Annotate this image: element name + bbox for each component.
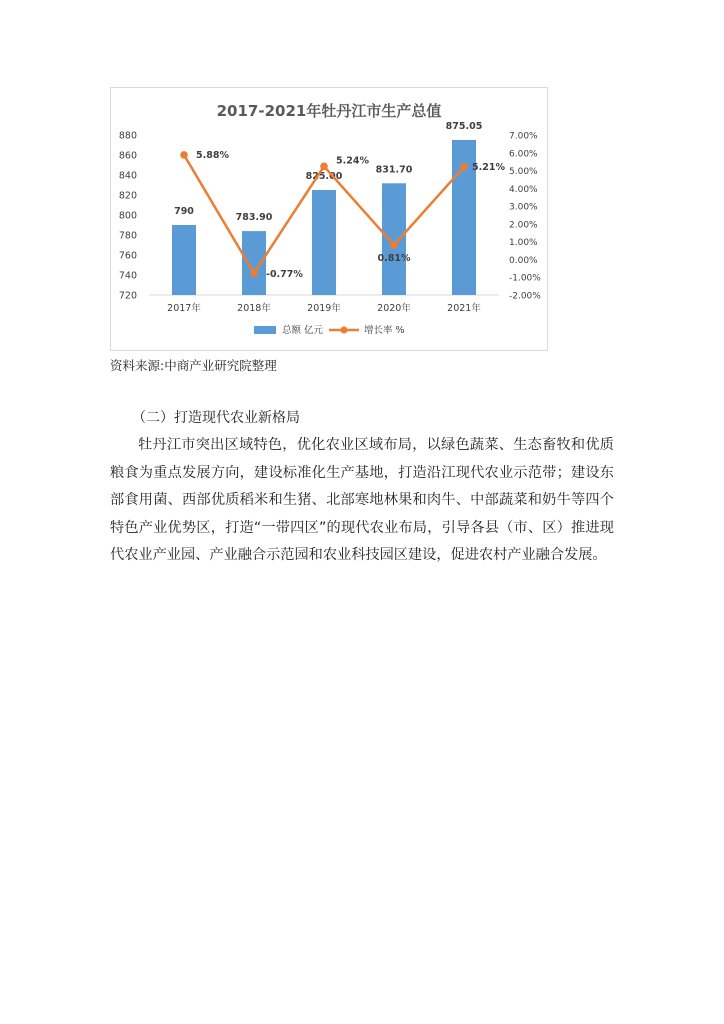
y-tick-label: 760 xyxy=(118,250,137,262)
body-paragraph: 牡丹江市突出区域特色，优化农业区域布局，以绿色蔬菜、生态畜牧和优质粮食为重点发展方向，建设标准化生产基地，打造沿江现代农业示范带；建设东部食用菌、西部优质稻米和生猪、北部寒地林果和肉牛、中部蔬菜和奶牛等四个特色产业优势区，打造“一带四区”的现代农业布局，引导各县（市、区）推进现代农业产业园、产业融合示范园和农业科技园区建设，促进农村产业融合发展。 xyxy=(110,437,614,563)
x-tick-label: 2020年 xyxy=(377,303,411,314)
bar-data-label: 831.70 xyxy=(375,164,413,176)
bar xyxy=(172,225,196,295)
bar-data-label: 875.05 xyxy=(445,120,483,132)
chart-title: 2017-2021年牡丹江市生产总值 xyxy=(216,102,442,120)
y2-tick-label: 2.00% xyxy=(509,220,538,231)
legend-line-label: 增长率 % xyxy=(364,325,405,336)
bar-data-label: 790 xyxy=(174,206,194,217)
y2-tick-label: -2.00% xyxy=(509,291,541,302)
y-tick-label: 780 xyxy=(118,230,137,242)
x-tick-label: 2021年 xyxy=(447,303,481,314)
growth-data-label: 5.21% xyxy=(472,161,505,173)
section-heading: （二）打造现代农业新格局 xyxy=(132,410,300,426)
y-tick-label: 740 xyxy=(118,270,137,282)
bar-data-label: 783.90 xyxy=(235,212,273,224)
chart-svg xyxy=(111,88,547,350)
growth-point xyxy=(320,162,328,170)
growth-point xyxy=(460,163,468,171)
bar-data-label: 825.00 xyxy=(305,171,343,182)
growth-point xyxy=(180,151,188,159)
x-tick-label: 2019年 xyxy=(307,303,341,314)
y2-tick-label: -1.00% xyxy=(509,273,541,284)
y2-tick-label: 6.00% xyxy=(509,149,538,160)
y2-tick-label: 1.00% xyxy=(509,238,538,249)
x-tick-label: 2017年 xyxy=(167,303,201,314)
y2-tick-label: 0.00% xyxy=(509,255,538,266)
y2-tick-label: 5.00% xyxy=(509,167,538,178)
bar xyxy=(312,190,336,295)
y-tick-label: 800 xyxy=(118,210,137,222)
growth-point xyxy=(390,241,398,249)
legend-bar-swatch xyxy=(254,326,276,334)
x-tick-label: 2018年 xyxy=(237,303,271,314)
chart-frame xyxy=(110,87,548,351)
growth-data-label: 0.81% xyxy=(377,253,411,265)
y-tick-label: 840 xyxy=(118,170,137,182)
growth-data-label: 5.88% xyxy=(196,149,229,161)
y-tick-label: 860 xyxy=(118,150,137,162)
y-tick-label: 820 xyxy=(118,190,137,202)
y2-tick-label: 3.00% xyxy=(509,202,538,213)
legend-line-marker xyxy=(341,327,348,334)
y2-tick-label: 4.00% xyxy=(509,184,538,195)
y2-tick-label: 7.00% xyxy=(509,131,538,142)
source-note: 资料来源:中商产业研究院整理 xyxy=(110,358,277,373)
bar xyxy=(382,183,406,295)
growth-data-label: -0.77% xyxy=(266,269,303,281)
legend-bar-label: 总额 亿元 xyxy=(282,325,324,336)
growth-data-label: 5.24% xyxy=(336,155,369,167)
y-tick-label: 880 xyxy=(118,130,137,142)
growth-point xyxy=(250,269,258,277)
y-tick-label: 720 xyxy=(118,290,137,302)
bar xyxy=(242,231,266,295)
